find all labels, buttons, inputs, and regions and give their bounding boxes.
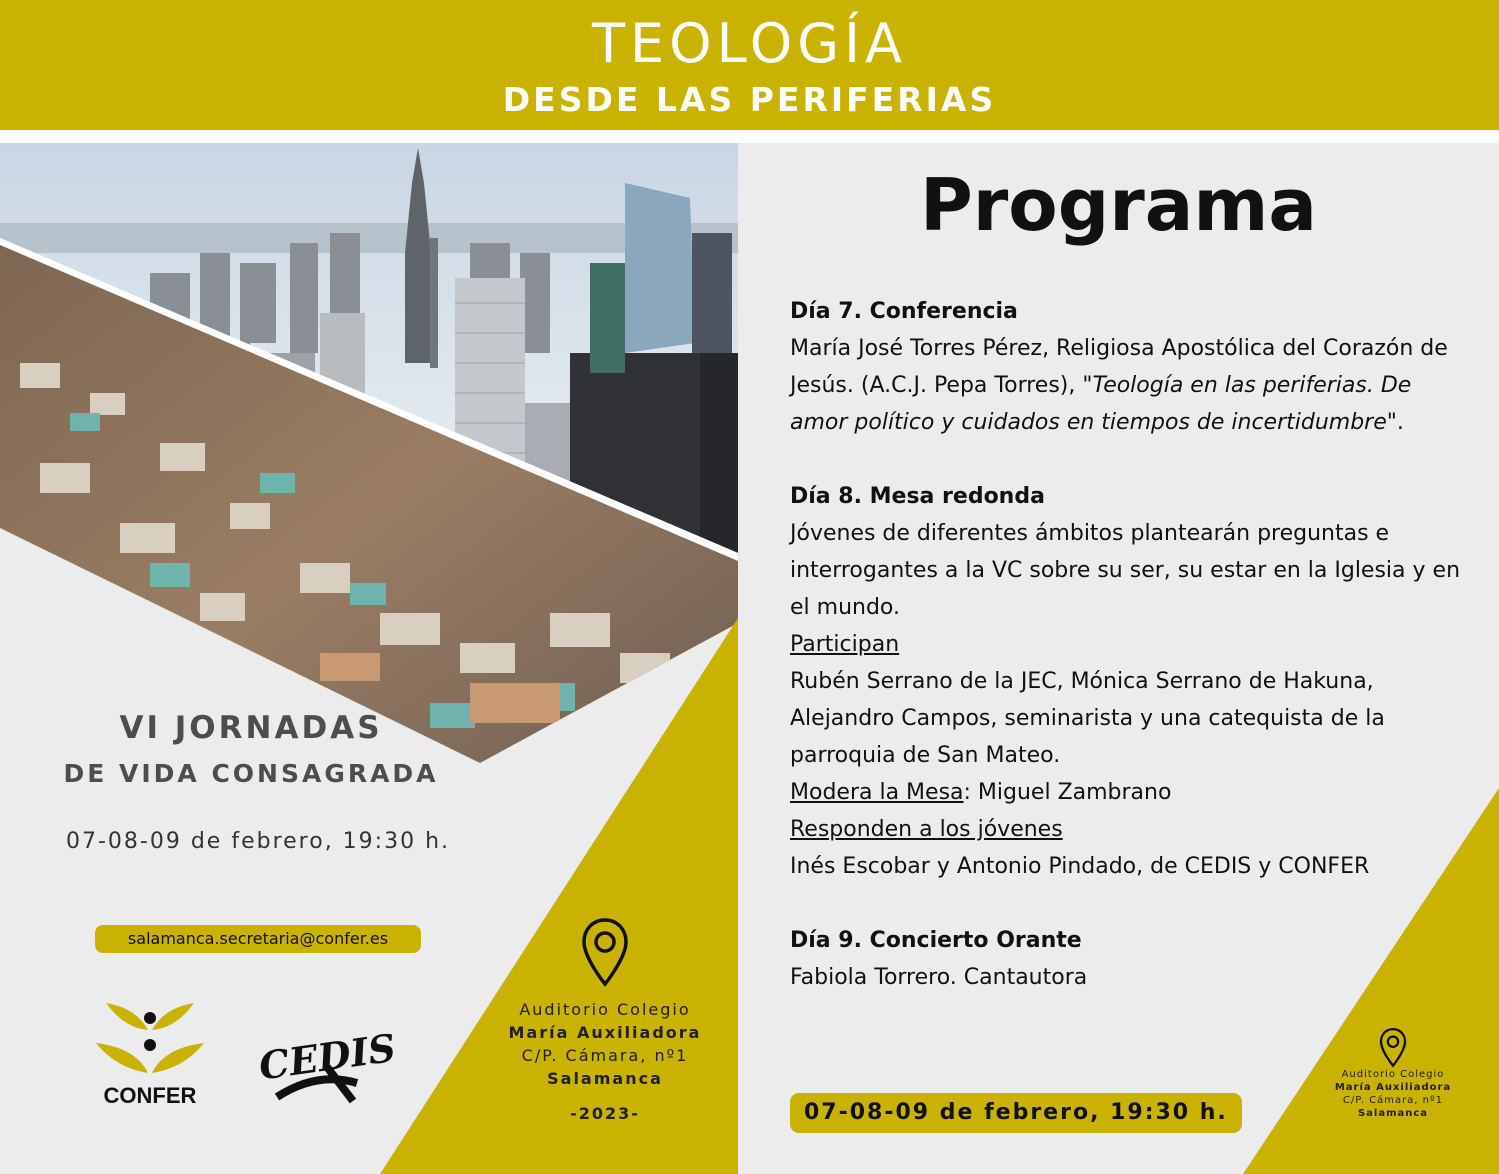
venue-small-line-2: María Auxiliadora xyxy=(1334,1082,1452,1093)
jornadas-title: VI JORNADAS xyxy=(119,710,383,746)
day9-text: Fabiola Torrero. Cantautora xyxy=(790,965,1088,990)
participan-label: Participan xyxy=(790,632,900,657)
contact-email[interactable]: salamanca.secretaria@confer.es xyxy=(95,925,421,953)
venue-line-1: Auditorio Colegio xyxy=(519,1000,691,1019)
modera-label: Modera la Mesa xyxy=(790,780,964,805)
venue-block xyxy=(490,918,720,1123)
venue-small-line-3: C/P. Cámara, nº1 xyxy=(1342,1095,1444,1106)
event-dates: 07-08-09 de febrero, 19:30 h. xyxy=(65,829,451,854)
responden-label: Responden a los jóvenes xyxy=(790,817,1063,842)
program-heading: Programa xyxy=(920,163,1317,247)
right-panel xyxy=(738,143,1499,1174)
cedis-logo-icon xyxy=(256,1011,399,1107)
left-panel xyxy=(0,143,738,1174)
day7-text: María José Torres Pérez, Religiosa Apostólica del Corazón de Jesús. (A.C.J. Pepa Torres), "Teología en las periferias. De amor político y cuidados en tiempos de incertidumbre". xyxy=(790,336,1448,435)
venue-city: Salamanca xyxy=(547,1069,663,1088)
day9-title: Día 9. Concierto Orante xyxy=(790,928,1082,953)
day7-talk-title: Teología en las periferias. De amor político y cuidados en tiempos de incertidumbre xyxy=(790,373,1412,435)
day7-title: Día 7. Conferencia xyxy=(790,299,1018,324)
day8-title: Día 8. Mesa redonda xyxy=(790,484,1045,509)
venue-line-3: C/P. Cámara, nº1 xyxy=(521,1046,689,1065)
responden-text: Inés Escobar y Antonio Pindado, de CEDIS y CONFER xyxy=(790,854,1370,879)
event-year: -2023- xyxy=(570,1104,640,1123)
jornadas-subtitle: DE VIDA CONSAGRADA xyxy=(63,759,439,788)
header-subtitle: DESDE LAS PERIFERIAS xyxy=(502,80,997,119)
venue-block-small xyxy=(1328,1028,1458,1120)
location-pin-icon xyxy=(581,918,629,988)
participan-text: Rubén Serrano de la JEC, Mónica Serrano de Hakuna, Alejandro Campos, seminarista y una catequista de la parroquia de San Mateo. xyxy=(790,669,1385,768)
location-pin-icon xyxy=(1379,1028,1407,1068)
modera-line: Modera la Mesa: Miguel Zambrano xyxy=(790,780,1172,805)
venue-small-city: Salamanca xyxy=(1357,1108,1429,1119)
header-banner xyxy=(0,0,1499,130)
event-dates-badge: 07-08-09 de febrero, 19:30 h. xyxy=(790,1093,1242,1133)
svg-text:CEDIS: CEDIS xyxy=(256,1024,399,1089)
venue-line-2: María Auxiliadora xyxy=(508,1023,702,1042)
venue-small-line-1: Auditorio Colegio xyxy=(1341,1069,1445,1080)
day8-text: Jóvenes de diferentes ámbitos plantearán preguntas e interrogantes a la VC sobre su ser, su estar en la Iglesia y en el mundo. xyxy=(790,521,1461,620)
program-body xyxy=(790,293,1470,996)
confer-logo-label: CONFER xyxy=(103,1083,197,1108)
header-title: TEOLOGÍA xyxy=(592,12,907,75)
